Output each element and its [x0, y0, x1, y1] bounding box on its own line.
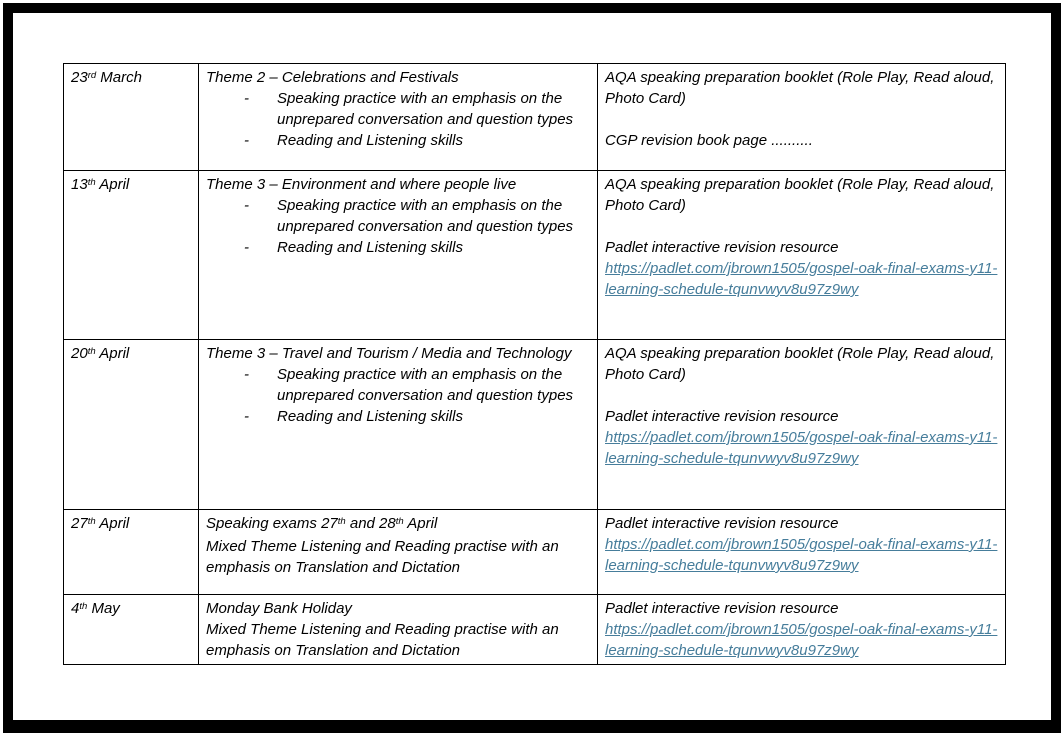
bullet-dash: -	[244, 366, 249, 383]
bullet-item	[206, 195, 593, 237]
padlet-link[interactable]: https://padlet.com/jbrown1505/gospel-oak-final-exams-y11-learning-schedule-tqunvwyv8u97z9wy	[605, 260, 998, 298]
bullet-item	[206, 364, 593, 406]
text-segment: and 28	[345, 515, 396, 532]
bullet-dash: -	[244, 239, 249, 256]
activity-line	[206, 598, 593, 619]
activity-line	[206, 343, 593, 364]
text-segment: April	[95, 176, 130, 193]
activities-cell	[199, 64, 598, 171]
resource-line	[605, 598, 1001, 619]
resources-cell	[598, 595, 1006, 665]
text-segment: Theme 2 – Celebrations and Festivals	[206, 69, 459, 86]
date-cell	[64, 171, 199, 340]
bullet-dash: -	[244, 408, 249, 425]
padlet-link[interactable]: https://padlet.com/jbrown1505/gospel-oak-final-exams-y11-learning-schedule-tqunvwyv8u97z9wy	[605, 621, 998, 659]
blank-line	[605, 385, 1001, 406]
date-text	[71, 343, 194, 366]
bullet-dash: -	[244, 197, 249, 214]
resources-cell	[598, 510, 1006, 595]
ordinal-superscript: rd	[87, 69, 97, 81]
text-segment: Padlet interactive revision resource	[605, 600, 839, 617]
table-row	[64, 340, 1006, 510]
text-segment: Speaking exams 27	[206, 515, 338, 532]
text-segment: Theme 3 – Environment and where people live	[206, 176, 517, 193]
resource-line	[605, 130, 1001, 151]
ordinal-superscript: th	[79, 600, 88, 612]
date-text	[71, 513, 194, 536]
text-segment: Reading and Listening skills	[277, 132, 463, 149]
text-segment: Monday Bank Holiday	[206, 600, 352, 617]
padlet-link[interactable]: https://padlet.com/jbrown1505/gospel-oak-final-exams-y11-learning-schedule-tqunvwyv8u97z9wy	[605, 536, 998, 574]
table-row	[64, 510, 1006, 595]
text-segment: Mixed Theme Listening and Reading practise with an emphasis on Translation and Dictation	[206, 621, 559, 659]
text-segment: Padlet interactive revision resource	[605, 408, 839, 425]
activity-line	[206, 619, 593, 661]
resource-line	[605, 237, 1001, 258]
text-segment: AQA speaking preparation booklet (Role Play, Read aloud, Photo Card)	[605, 345, 995, 383]
text-segment: Padlet interactive revision resource	[605, 239, 839, 256]
resources-cell	[598, 340, 1006, 510]
activities-cell	[199, 171, 598, 340]
activities-cell	[199, 340, 598, 510]
text-segment: Speaking practice with an emphasis on the unprepared conversation and question types	[277, 90, 574, 128]
activity-line	[206, 67, 593, 88]
resource-line	[605, 406, 1001, 427]
bullet-item	[206, 237, 593, 258]
text-segment: March	[96, 69, 142, 86]
activities-cell	[199, 595, 598, 665]
text-segment: Mixed Theme Listening and Reading practise with an emphasis on Translation and Dictation	[206, 538, 559, 576]
text-segment: CGP revision book page ..........	[605, 132, 813, 149]
text-segment: April	[95, 345, 130, 362]
text-segment: Padlet interactive revision resource	[605, 515, 839, 532]
date-text	[71, 174, 194, 197]
text-segment: April	[403, 515, 438, 532]
revision-schedule-table	[63, 63, 1006, 665]
resource-line	[605, 513, 1001, 534]
blank-line	[605, 216, 1001, 237]
date-text	[71, 67, 194, 90]
bullet-item	[206, 88, 593, 130]
ordinal-superscript: th	[395, 515, 404, 527]
schedule-table-body	[64, 64, 1006, 665]
text-segment: AQA speaking preparation booklet (Role Play, Read aloud, Photo Card)	[605, 69, 995, 107]
text-segment: Reading and Listening skills	[277, 239, 463, 256]
resource-line	[605, 343, 1001, 385]
text-segment: 4	[71, 600, 80, 617]
bullet-dash: -	[244, 90, 249, 107]
resource-link-line	[605, 258, 1001, 300]
resources-cell	[598, 171, 1006, 340]
bullet-item	[206, 406, 593, 427]
text-segment: 23	[71, 69, 88, 86]
resources-cell	[598, 64, 1006, 171]
ordinal-superscript: th	[87, 515, 96, 527]
activities-cell	[199, 510, 598, 595]
ordinal-superscript: th	[337, 515, 346, 527]
date-text	[71, 598, 194, 621]
resource-link-line	[605, 619, 1001, 661]
date-cell	[64, 595, 199, 665]
table-row	[64, 595, 1006, 665]
table-row	[64, 171, 1006, 340]
date-cell	[64, 64, 199, 171]
text-segment: 20	[71, 345, 88, 362]
resource-link-line	[605, 534, 1001, 576]
text-segment: May	[87, 600, 120, 617]
padlet-link[interactable]: https://padlet.com/jbrown1505/gospel-oak-final-exams-y11-learning-schedule-tqunvwyv8u97z9wy	[605, 429, 998, 467]
text-segment: April	[95, 515, 130, 532]
date-cell	[64, 340, 199, 510]
table-row	[64, 64, 1006, 171]
resource-line	[605, 67, 1001, 109]
activity-line	[206, 536, 593, 578]
text-segment: 13	[71, 176, 88, 193]
bullet-item	[206, 130, 593, 151]
ordinal-superscript: th	[87, 176, 96, 188]
activity-line	[206, 513, 593, 536]
text-segment: 27	[71, 515, 88, 532]
resource-line	[605, 174, 1001, 216]
ordinal-superscript: th	[87, 345, 96, 357]
bullet-dash: -	[244, 132, 249, 149]
date-cell	[64, 510, 199, 595]
resource-link-line	[605, 427, 1001, 469]
text-segment: Theme 3 – Travel and Tourism / Media and Technology	[206, 345, 572, 362]
text-segment: Speaking practice with an emphasis on the unprepared conversation and question types	[277, 366, 574, 404]
text-segment: AQA speaking preparation booklet (Role Play, Read aloud, Photo Card)	[605, 176, 995, 214]
text-segment: Speaking practice with an emphasis on the unprepared conversation and question types	[277, 197, 574, 235]
text-segment: Reading and Listening skills	[277, 408, 463, 425]
blank-line	[605, 109, 1001, 130]
activity-line	[206, 174, 593, 195]
